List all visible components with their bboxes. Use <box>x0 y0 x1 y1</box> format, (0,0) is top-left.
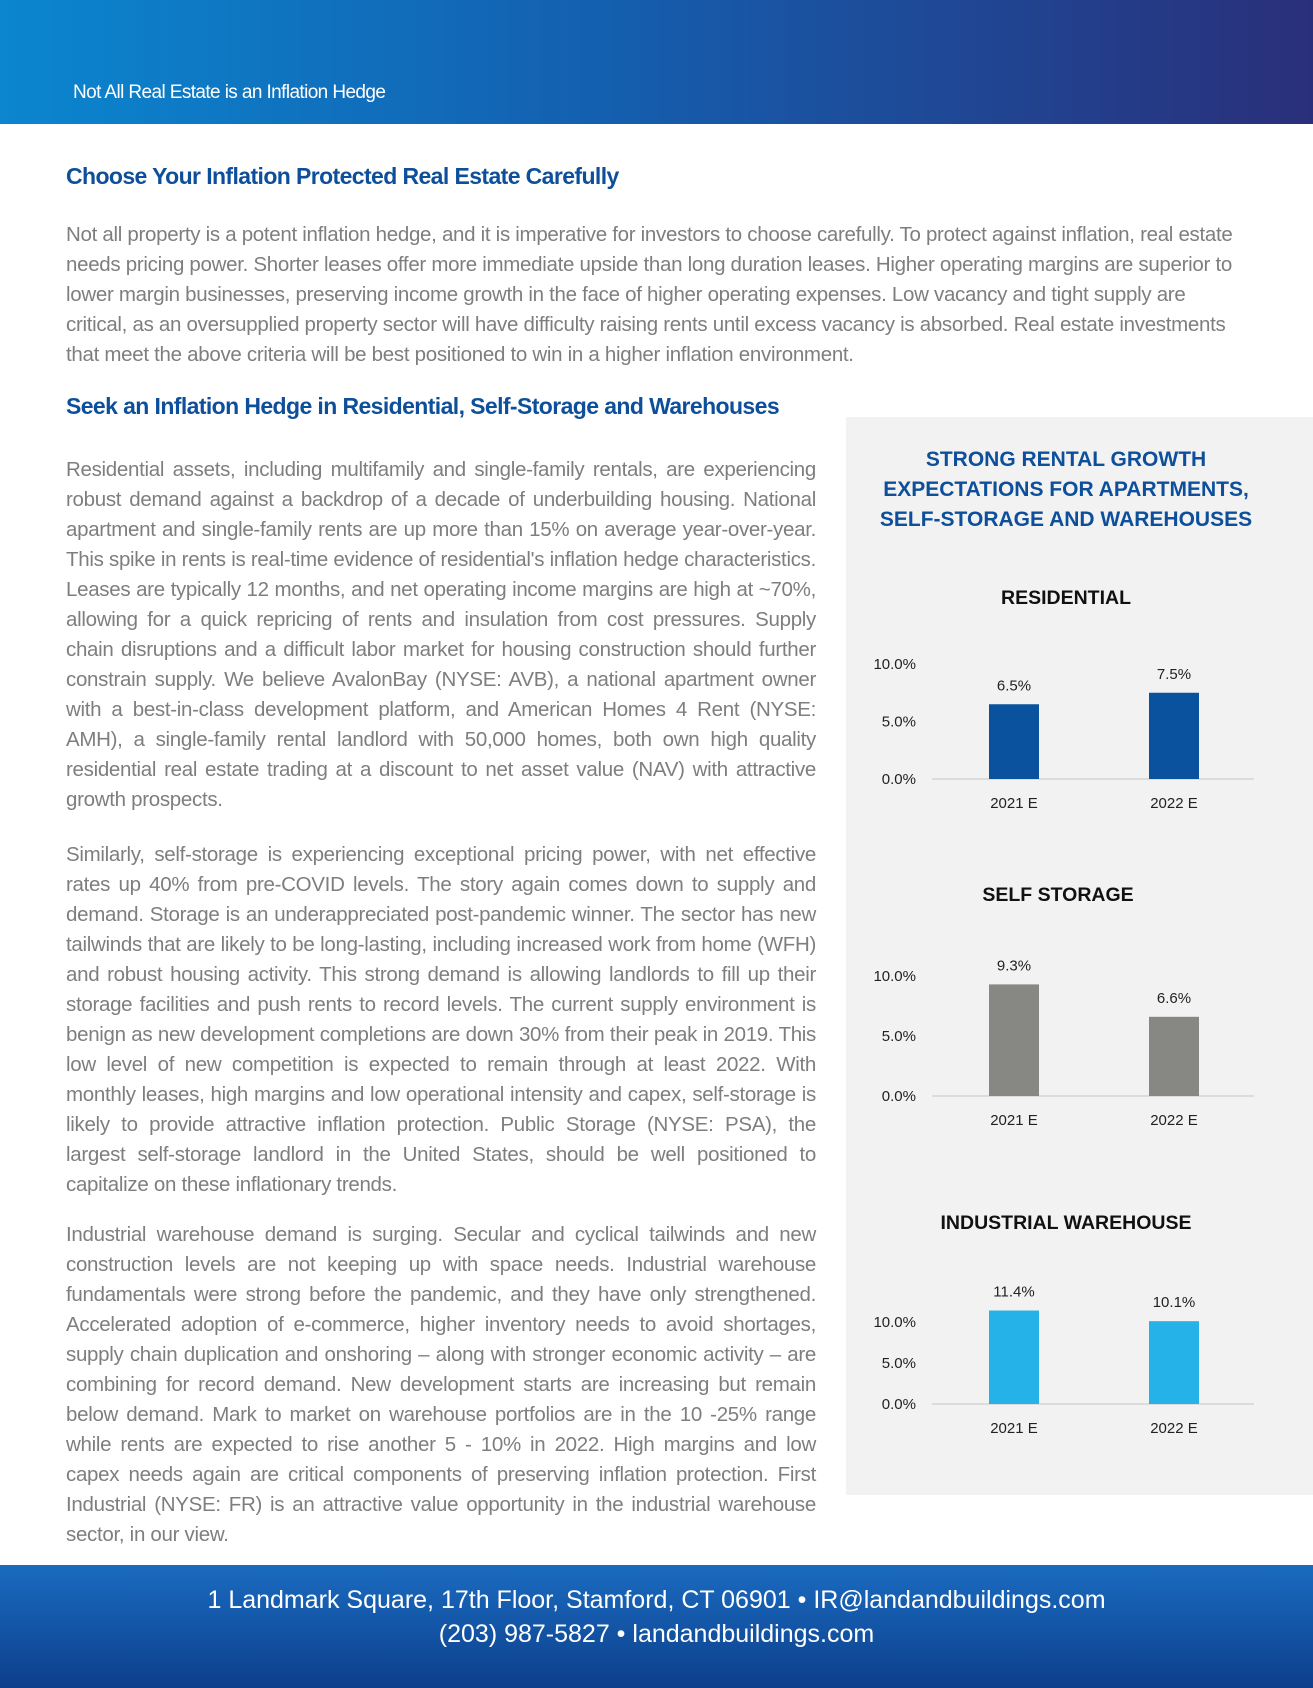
y-tick-label: 10.0% <box>873 656 916 673</box>
footer-address: 1 Landmark Square, 17th Floor, Stamford, CT 06901 • IR@landandbuildings.com <box>207 1586 1106 1614</box>
page-header <box>0 0 1313 124</box>
chart-sidebar <box>846 417 1313 1495</box>
data-label: 6.5% <box>996 677 1032 695</box>
chart-title: INDUSTRIAL WAREHOUSE <box>940 1212 1192 1234</box>
y-tick-label: 10.0% <box>873 968 916 985</box>
x-tick-label: 2022 E <box>1150 1112 1198 1129</box>
data-label: 6.6% <box>1156 989 1192 1007</box>
y-tick-label: 0.0% <box>881 1396 916 1413</box>
y-tick-label: 0.0% <box>881 771 916 788</box>
data-label: 7.5% <box>1156 665 1192 683</box>
y-tick-label: 10.0% <box>873 1314 916 1331</box>
x-tick-label: 2021 E <box>990 1420 1038 1437</box>
y-tick-label: 0.0% <box>881 1088 916 1105</box>
sidebar-title-line: SELF-STORAGE AND WAREHOUSES <box>879 508 1253 531</box>
intro-paragraph: Not all property is a potent inflation hedge, and it is imperative for investors to choose carefully. To protect against inflation, real estate needs pricing power. Shorter leases offer more immediate upside than long duration leases. Higher operating margins are superior to lower margin businesses, preserving income growth in the face of higher operating expenses. Low vacancy and tight supply are critical, as an oversupplied property sector will have difficulty raising rents until excess vacancy is absorbed. Real estate investments that meet the above criteria will be best positioned to win in a higher inflation environment. <box>66 223 1233 366</box>
page-footer <box>0 1565 1313 1688</box>
bar <box>989 984 1039 1096</box>
bar <box>989 1311 1039 1404</box>
sidebar-title <box>846 445 1286 535</box>
y-tick-label: 5.0% <box>881 1355 916 1372</box>
bar <box>1149 1321 1199 1404</box>
x-tick-label: 2021 E <box>990 1112 1038 1129</box>
chart-title: SELF STORAGE <box>982 884 1134 906</box>
data-label: 11.4% <box>993 1283 1035 1301</box>
residential-paragraph: Residential assets, including multifamily and single-family rentals, are experiencing robust demand against a backdrop of a decade of underbuilding housing. National apartment and single-family rents are up more than 15% on average year-over-year. This spike in rents is real-time evidence of residential's inflation hedge characteristics. Leases are typically 12 months, and net operating income margins are high at ~70%, allowing for a quick repricing of rents and insulation from cost pressures. Supply chain disruptions and a difficult labor market for housing construction should further constrain supply. We believe AvalonBay (NYSE: AVB), a national apartment owner with a best-in-class development platform, and American Homes 4 Rent (NYSE: AMH), a single-family rental landlord with 50,000 homes, both own high quality residential real estate trading at a discount to net asset value (NAV) with attractive growth prospects. <box>66 458 816 811</box>
industrial-bar-chart <box>846 1242 1313 1482</box>
footer-contact: (203) 987-5827 • landandbuildings.com <box>438 1620 875 1648</box>
x-tick-label: 2022 E <box>1150 1420 1198 1437</box>
x-tick-label: 2021 E <box>990 795 1038 812</box>
y-tick-label: 5.0% <box>881 713 916 731</box>
header-title: Not All Real Estate is an Inflation Hedge <box>73 82 386 103</box>
chart-title: RESIDENTIAL <box>1000 587 1131 609</box>
bar <box>989 704 1039 779</box>
bar <box>1149 693 1199 779</box>
y-tick-label: 5.0% <box>881 1028 916 1045</box>
bar <box>1149 1017 1199 1096</box>
data-label: 10.1% <box>1152 1294 1196 1312</box>
residential-bar-chart <box>846 617 1313 847</box>
sidebar-title-line: STRONG RENTAL GROWTH <box>925 448 1207 471</box>
industrial-paragraph: Industrial warehouse demand is surging. Secular and cyclical tailwinds and new construction levels are not keeping up with space needs. Industrial warehouse fundamentals were strong before the pandemic, and they have only strengthened. Accelerated adoption of e-commerce, higher inventory needs to avoid shortages, supply chain duplication and onshoring – along with stronger economic activity – are combining for record demand. New development starts are increasing but remain below demand. Mark to market on warehouse portfolios are in the 10 -25% range while rents are expected to rise another 5 - 10% in 2022. High margins and low capex needs again are critical components of preserving inflation protection. First Industrial (NYSE: FR) is an attractive value opportunity in the industrial warehouse sector, in our view. <box>66 1223 816 1546</box>
section-heading-seek: Seek an Inflation Hedge in Residential, Self-Storage and Warehouses <box>66 393 780 419</box>
sidebar-title-line: EXPECTATIONS FOR APARTMENTS, <box>883 478 1249 501</box>
data-label: 9.3% <box>996 957 1032 975</box>
self-storage-bar-chart <box>846 914 1313 1164</box>
section-heading-choose: Choose Your Inflation Protected Real Estate Carefully <box>66 163 619 189</box>
x-tick-label: 2022 E <box>1150 795 1198 812</box>
self-storage-paragraph: Similarly, self-storage is experiencing exceptional pricing power, with net effective rates up 40% from pre-COVID levels. The story again comes down to supply and demand. Storage is an underappreciated post-pandemic winner. The sector has new tailwinds that are likely to be long-lasting, including increased work from home (WFH) and robust housing activity. This strong demand is allowing landlords to fill up their storage facilities and push rents to record levels. The current supply environment is benign as new development completions are down 30% from their peak in 2019. This low level of new competition is expected to remain through at least 2022. With monthly leases, high margins and low operational intensity and capex, self-storage is likely to provide attractive inflation protection. Public Storage (NYSE: PSA), the largest self-storage landlord in the United States, should be well positioned to capitalize on these inflationary trends. <box>66 843 816 1196</box>
